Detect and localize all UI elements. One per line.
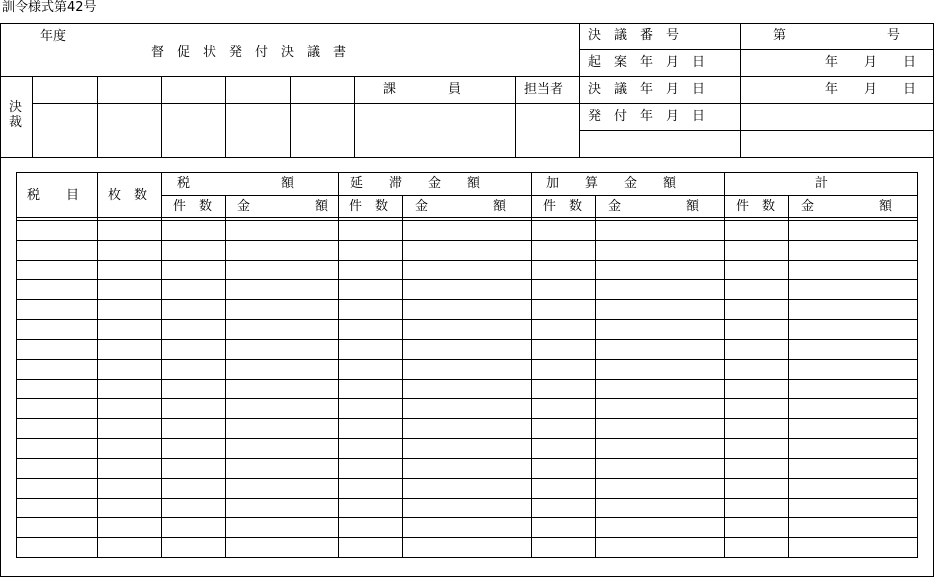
decision-date-value: 年 月 日 (825, 82, 917, 97)
number-suffix: 号 (887, 28, 901, 43)
col-tax-item: 税 目 (27, 188, 80, 203)
table-row-divider (16, 498, 918, 499)
table-row-divider (16, 537, 918, 538)
table-row-divider (16, 260, 918, 261)
table-row-divider (16, 240, 918, 241)
group-total: 計 (815, 176, 829, 191)
draft-date-value: 年 月 日 (825, 55, 917, 70)
table-row-divider (16, 438, 918, 439)
sub-amount-late: 金 額 (415, 199, 507, 214)
group-late-fee: 延 滞 金 額 (350, 176, 481, 191)
table-row-divider (16, 458, 918, 459)
document-title: 督 促 状 発 付 決 議 書 (151, 45, 347, 60)
sub-amount-tax: 金 額 (237, 199, 329, 214)
table-row-divider (16, 319, 918, 320)
table-row-divider (16, 379, 918, 380)
table-row-divider (16, 398, 918, 399)
decision-date-label: 決 議 年 月 日 (588, 82, 706, 97)
year-label: 年度 (40, 29, 67, 44)
number-prefix: 第 (773, 28, 787, 43)
approval-label: 決 裁 (9, 100, 23, 130)
group-surcharge: 加 算 金 額 (546, 176, 677, 191)
table-row-divider (16, 279, 918, 280)
sub-cases-surcharge: 件 数 (543, 199, 583, 214)
form-reference: 訓令様式第42号 (2, 0, 97, 15)
table-row-divider (16, 478, 918, 479)
draft-date-label: 起 案 年 月 日 (588, 55, 706, 70)
person-in-charge-label: 担当者 (524, 82, 564, 97)
sub-cases-late: 件 数 (349, 199, 389, 214)
table-row-divider (16, 517, 918, 518)
table-row-divider (16, 359, 918, 360)
group-tax-amount: 税 額 (177, 176, 295, 191)
col-count: 枚 数 (108, 188, 148, 203)
section-staff-label: 課 員 (383, 82, 462, 97)
table-row-divider (16, 418, 918, 419)
table-row-divider (16, 299, 918, 300)
table-row-divider (16, 339, 918, 340)
sub-cases-total: 件 数 (736, 199, 776, 214)
issue-date-label: 発 付 年 月 日 (588, 109, 706, 124)
sub-amount-surcharge: 金 額 (608, 199, 700, 214)
decision-number-label: 決 議 番 号 (588, 28, 680, 43)
sub-amount-total: 金 額 (801, 199, 893, 214)
sub-cases-tax: 件 数 (173, 199, 213, 214)
